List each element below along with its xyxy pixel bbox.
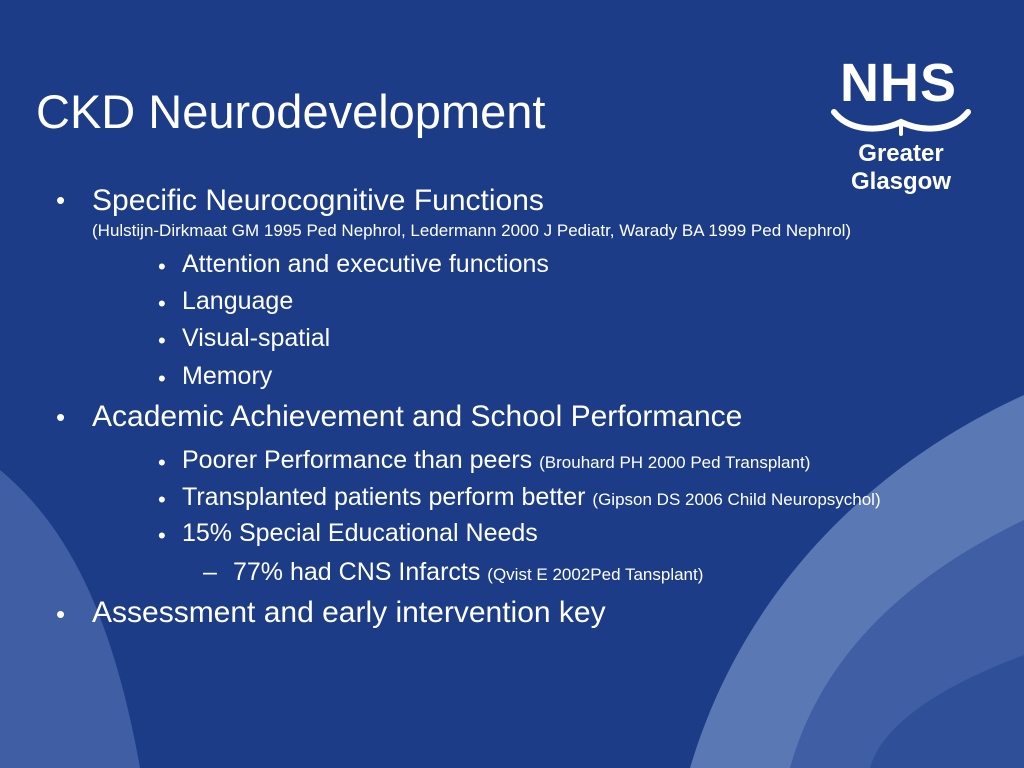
subbullet-poorer-performance bbox=[182, 446, 810, 475]
bullet-marker: • bbox=[158, 450, 166, 475]
bullet-specific-neurocognitive: Specific Neurocognitive Functions bbox=[92, 184, 544, 217]
bullet-marker: • bbox=[158, 487, 166, 512]
subbullet-memory: Memory bbox=[182, 362, 273, 390]
bullet-marker: • bbox=[56, 185, 66, 215]
reference-neurocognitive: (Hulstijn-Dirkmaat GM 1995 Ped Nephrol, Ledermann 2000 J Pediatr, Warady BA 1999 Ped Nephrol) bbox=[92, 221, 852, 240]
bullet-marker: • bbox=[158, 291, 166, 316]
bullet-marker: • bbox=[158, 254, 166, 279]
open-book-icon bbox=[830, 108, 972, 136]
bullet-academic-achievement: Academic Achievement and School Performance bbox=[92, 400, 743, 433]
slide-title: CKD Neurodevelopment bbox=[36, 85, 546, 138]
subbullet-visual-spatial: Visual-spatial bbox=[182, 324, 331, 352]
dash-marker: – bbox=[203, 558, 217, 586]
bullet-marker: • bbox=[158, 366, 166, 391]
reference-qvist: (Qvist E 2002Ped Tansplant) bbox=[487, 565, 704, 584]
subbullet-attention: Attention and executive functions bbox=[182, 250, 549, 278]
subbullet-language: Language bbox=[182, 287, 294, 315]
reference-brouhard: (Brouhard PH 2000 Ped Transplant) bbox=[539, 453, 811, 472]
reference-gipson: (Gipson DS 2006 Child Neuropsychol) bbox=[592, 490, 881, 509]
subsubbullet-cns-infarcts-text: 77% had CNS Infarcts bbox=[233, 558, 481, 586]
nhs-greater-glasgow-logo bbox=[826, 52, 976, 212]
bullet-marker: • bbox=[158, 328, 166, 353]
logo-line-glasgow: Glasgow bbox=[850, 168, 952, 195]
subbullet-poorer-performance-text: Poorer Performance than peers bbox=[182, 446, 533, 474]
logo-line-greater: Greater bbox=[858, 140, 944, 167]
bullet-marker: • bbox=[56, 402, 66, 432]
subbullet-transplanted-patients bbox=[182, 483, 881, 512]
subbullet-special-educational-needs: 15% Special Educational Needs bbox=[182, 519, 538, 547]
bullet-marker: • bbox=[158, 523, 166, 548]
subsubbullet-cns-infarcts bbox=[233, 558, 703, 587]
logo-nhs-text: NHS bbox=[840, 53, 958, 113]
subbullet-transplanted-patients-text: Transplanted patients perform better bbox=[182, 483, 586, 511]
bullet-marker: • bbox=[56, 599, 66, 629]
bullet-assessment-early-intervention: Assessment and early intervention key bbox=[92, 596, 606, 629]
